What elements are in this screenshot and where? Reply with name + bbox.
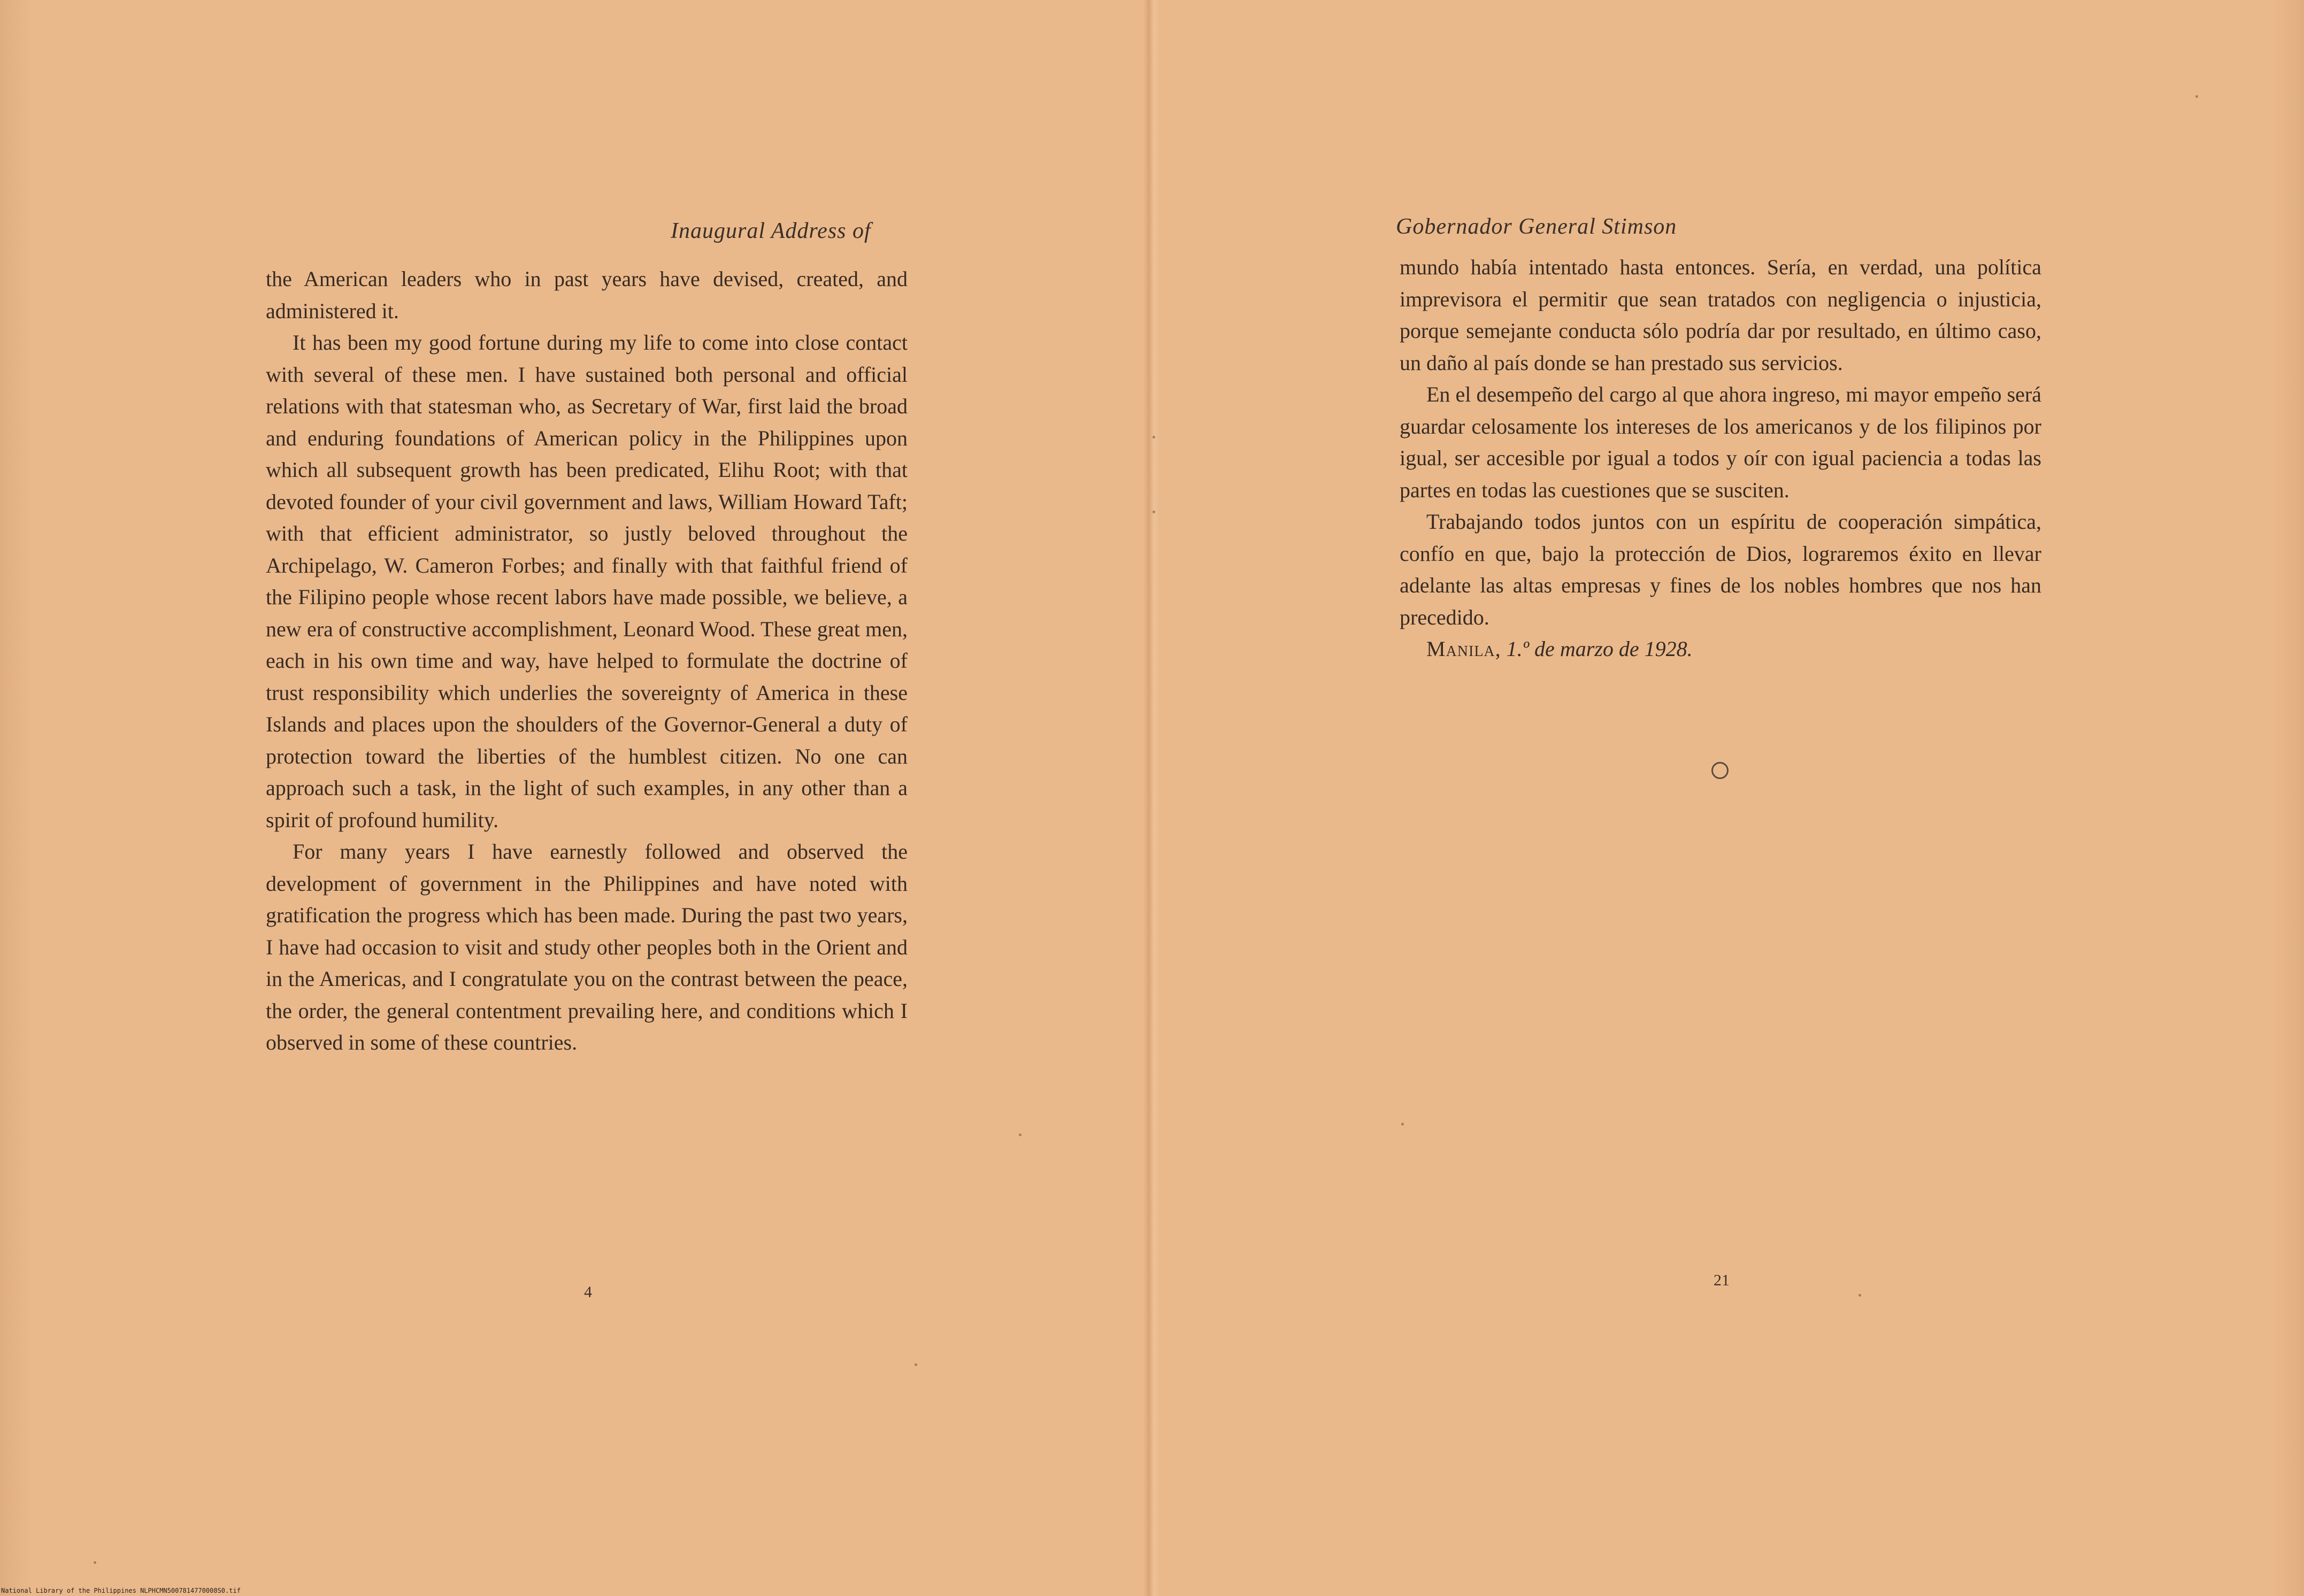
- circle-ornament-icon: [1711, 762, 1729, 779]
- paper-speck: [2195, 95, 2198, 98]
- signature-date: 1.º de marzo de 1928.: [1506, 637, 1693, 661]
- paper-speck: [1153, 436, 1155, 438]
- right-paragraph-3: Trabajando todos juntos con un espíritu de cooperación simpática, confío en que, bajo la protección de Dios, lograremos éxito en llevar adelante las altas empresas y fines de los nobles hombres que nos han precedido.: [1400, 510, 2041, 629]
- signature-place: Manila,: [1426, 637, 1501, 661]
- paper-speck: [1401, 1123, 1404, 1125]
- signature-line: [1400, 633, 2041, 665]
- paper-speck: [94, 1561, 96, 1564]
- left-text-block: [266, 263, 908, 1059]
- left-page-number: 4: [584, 1283, 592, 1301]
- paper-speck: [1858, 1294, 1861, 1297]
- paper-speck: [1019, 1134, 1022, 1136]
- left-running-head: Inaugural Address of: [671, 219, 871, 243]
- left-page: [0, 0, 1150, 1596]
- archive-credit: National Library of the Philippines NLPHCMN5007814770008S0.tif: [1, 1587, 241, 1594]
- right-paragraph-2: En el desempeño del cargo al que ahora ingreso, mi mayor empeño será guardar celosamente los intereses de los americanos y de los filipinos por igual, ser accesible por igual a todos y oír con igual paciencia a todas las partes en todas las cuestiones que se susciten.: [1400, 382, 2041, 502]
- left-paragraph-3: For many years I have earnestly followed and observed the development of government in the Philippines and have noted with gratification the progress which has been made. During the past two years, I have had occasion to visit and study other peoples both in the Orient and in the Americas, and I congratulate you on the contrast between the peace, the order, the general contentment prevailing here, and conditions which I observed in some of these countries.: [266, 839, 908, 1054]
- right-page: [1154, 0, 2304, 1596]
- paper-speck: [1153, 511, 1155, 513]
- left-paragraph-2: It has been my good fortune during my life to come into close contact with several of these men. I have sustained both personal and official relations with that statesman who, as Secretary of War, first laid the broad and enduring foundations of American policy in the Philippines upon which all subsequent growth has been predicated, Elihu Root; with that devoted founder of your civil government and laws, William Howard Taft; with that efficient administrator, so justly beloved throughout the Archipelago, W. Cameron Forbes; and finally with that faithful friend of the Filipino people whose recent labors have made possible, we believe, a new era of constructive accomplishment, Leonard Wood. These great men, each in his own time and way, have helped to formulate the doctrine of trust responsibility which underlies the sovereignty of America in these Islands and places upon the shoulders of the Governor-General a duty of protection toward the liberties of the humblest citizen. No one can approach such a task, in the light of such examples, in any other than a spirit of profound humility.: [266, 330, 908, 832]
- right-paragraph-1: mundo había intentado hasta entonces. Sería, en verdad, una política imprevisora el permitir que sean tratados con negligencia o injusticia, porque semejante conducta sólo podría dar por resultado, en último caso, un daño al país donde se han prestado sus servicios.: [1400, 255, 2041, 375]
- right-text-block: [1400, 251, 2041, 665]
- paper-speck: [915, 1363, 917, 1366]
- left-paragraph-1: the American leaders who in past years have devised, created, and administered it.: [266, 267, 908, 323]
- right-running-head: Gobernador General Stimson: [1396, 214, 1677, 239]
- right-page-number: 21: [1714, 1271, 1730, 1289]
